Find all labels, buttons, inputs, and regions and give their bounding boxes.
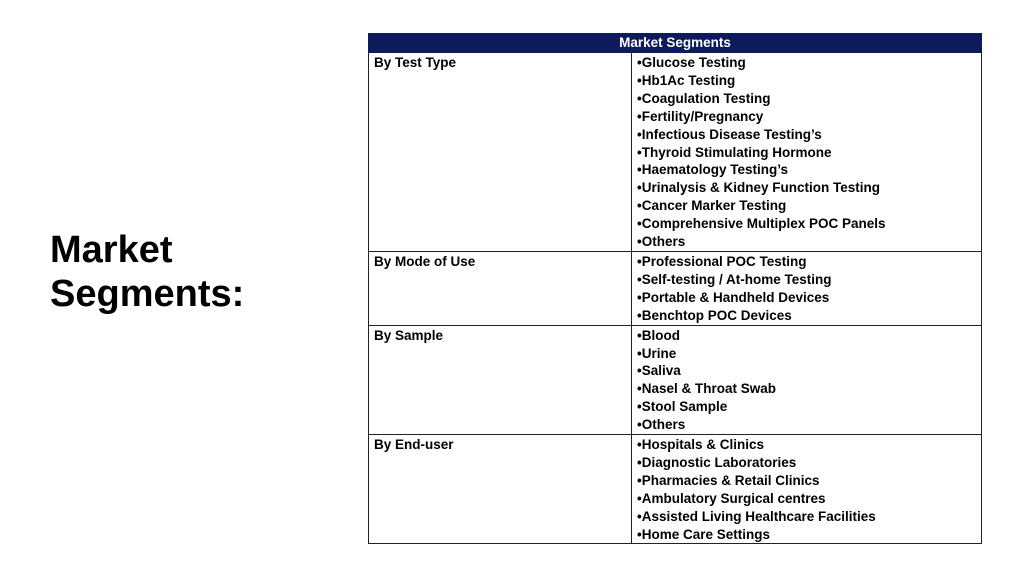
table-row-mode-of-use xyxy=(369,251,982,325)
list-item: •Diagnostic Laboratories xyxy=(637,454,797,470)
list-item: •Cancer Marker Testing xyxy=(637,198,787,214)
items-cell-test-type xyxy=(632,53,982,252)
items-cell-sample xyxy=(632,325,982,434)
list-item: •Saliva xyxy=(637,363,681,379)
category-cell-mode-of-use: By Mode of Use xyxy=(369,251,632,325)
list-item: •Fertility/Pregnancy xyxy=(637,108,764,124)
slide-title xyxy=(50,228,350,316)
list-item: •Haematology Testing’s xyxy=(637,162,789,178)
items-cell-end-user xyxy=(632,435,982,544)
list-item: •Others xyxy=(637,234,686,250)
table-row-test-type xyxy=(369,53,982,252)
category-cell-test-type: By Test Type xyxy=(369,53,632,252)
list-item: •Blood xyxy=(637,327,680,343)
market-segments-table xyxy=(368,33,982,544)
table-header-row xyxy=(369,34,982,53)
table-row-end-user xyxy=(369,435,982,544)
list-item: •Nasel & Throat Swab xyxy=(637,381,777,397)
list-item: •Infectious Disease Testing’s xyxy=(637,126,822,142)
list-item: •Ambulatory Surgical centres xyxy=(637,490,826,506)
table-row-sample xyxy=(369,325,982,434)
list-item: •Hospitals & Clinics xyxy=(637,437,765,453)
table-header: Market Segments xyxy=(369,34,982,53)
list-item: •Urine xyxy=(637,345,677,361)
list-item: •Pharmacies & Retail Clinics xyxy=(637,472,820,488)
slide-title-line-1: Market xyxy=(50,229,173,271)
category-cell-sample: By Sample xyxy=(369,325,632,434)
list-item: •Home Care Settings xyxy=(637,526,771,542)
category-cell-end-user: By End-user xyxy=(369,435,632,544)
list-item: •Portable & Handheld Devices xyxy=(637,289,830,305)
list-item: •Others xyxy=(637,417,686,433)
list-item: •Professional POC Testing xyxy=(637,253,807,269)
list-item: •Thyroid Stimulating Hormone xyxy=(637,144,832,160)
list-item: •Hb1Ac Testing xyxy=(637,72,736,88)
items-cell-mode-of-use xyxy=(632,251,982,325)
slide-title-line-2: Segments: xyxy=(50,273,245,315)
list-item: •Assisted Living Healthcare Facilities xyxy=(637,508,876,524)
list-item: •Stool Sample xyxy=(637,399,728,415)
list-item: •Coagulation Testing xyxy=(637,90,771,106)
list-item: •Comprehensive Multiplex POC Panels xyxy=(637,216,886,232)
list-item: •Glucose Testing xyxy=(637,55,746,70)
list-item: •Self-testing / At-home Testing xyxy=(637,271,832,287)
list-item: •Urinalysis & Kidney Function Testing xyxy=(637,180,881,196)
list-item: •Benchtop POC Devices xyxy=(637,307,792,323)
